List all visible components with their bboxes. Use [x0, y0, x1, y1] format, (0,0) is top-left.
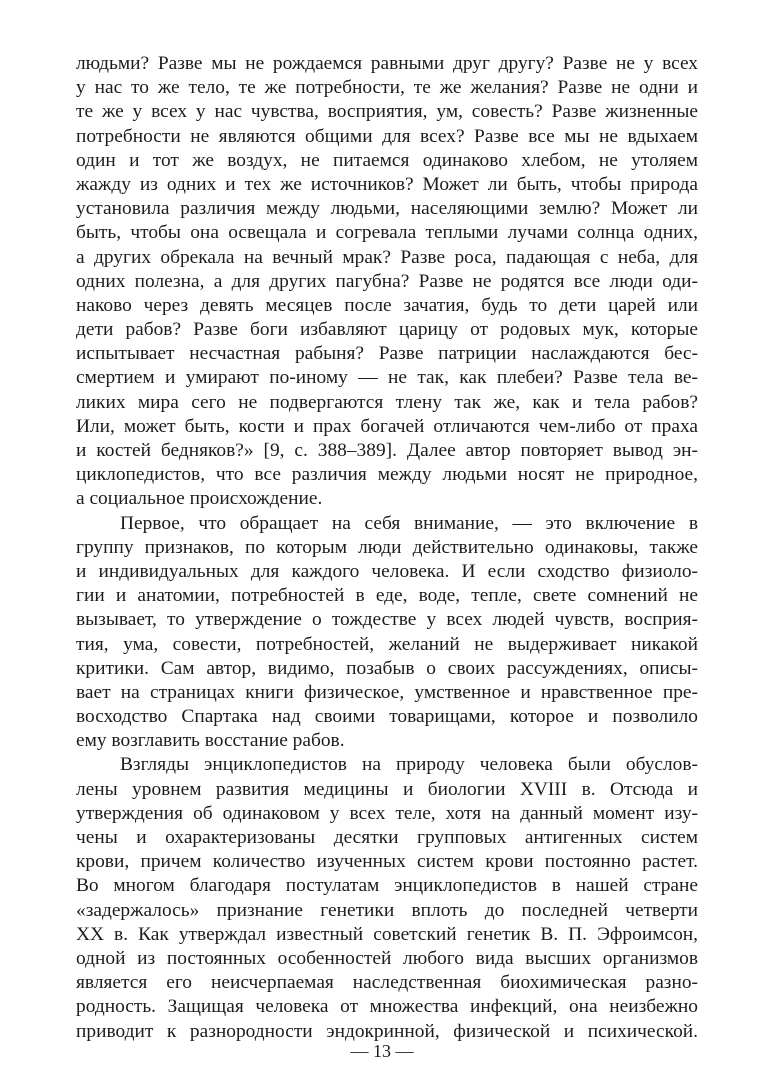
text-line: родность. Защищая человека от множества инфекций, она неизбежно	[76, 996, 698, 1018]
text-line: утверждения об одинаковом у всех теле, хотя на данный момент изу-	[76, 802, 698, 824]
text-line: дети рабов? Разве боги избавляют царицу от родовых мук, которые	[76, 319, 698, 341]
text-line: быть, чтобы она освещала и согревала теплыми лучами солнца одних,	[76, 222, 698, 244]
text-line: тия, ума, совести, потребностей, желаний не выдерживает никакой	[76, 633, 698, 655]
text-line: группу признаков, по которым люди действительно одинаковы, также	[76, 536, 698, 558]
text-line: людьми? Разве мы не рождаемся равными друг другу? Разве не у всех	[76, 53, 698, 74]
page-number: — 13 —	[350, 1041, 414, 1061]
body-text	[76, 52, 698, 1044]
text-line: те же у всех у нас чувства, восприятия, ум, совесть? Разве жизненные	[76, 101, 698, 123]
text-line: гии и анатомии, потребностей в еде, воде, тепле, свете сомнений не	[76, 585, 698, 607]
text-line: и костей бедняков?» [9, с. 388–389]. Далее автор повторяет вывод эн-	[76, 440, 698, 461]
text-line: Взгляды энциклопедистов на природу человека были обуслов-	[120, 754, 698, 776]
text-line: установила различия между людьми, населяющими землю? Может ли	[76, 198, 698, 220]
text-line: Во многом благодаря постулатам энциклопедистов в нашей стране	[76, 875, 698, 897]
text-line: одной из постоянных особенностей любого вида высших организмов	[76, 947, 698, 969]
text-line: циклопедистов, что все различия между людьми носят не природное,	[76, 464, 698, 486]
text-line: жажду из одних и тех же источников? Может ли быть, чтобы природа	[76, 173, 698, 195]
text-line: вызывает, то утверждение о тождестве у всех людей чувств, восприя-	[76, 609, 698, 631]
paragraph-2	[76, 512, 698, 754]
text-line: является его неисчерпаемая наследственная биохимическая разно-	[76, 972, 698, 994]
text-line: «задержалось» признание генетики вплоть до последней четверти	[76, 899, 698, 921]
text-line: вает на страницах книги физическое, умственное и нравственное пре-	[76, 681, 698, 703]
paragraph-3	[76, 753, 698, 1043]
text-line: а социальное происхождение.	[76, 488, 323, 510]
text-line: а других обрекала на вечный мрак? Разве роса, падающая с неба, для	[76, 246, 698, 268]
text-line: испытывает несчастная рабыня? Разве патриции наслаждаются бес-	[76, 343, 698, 365]
text-line: крови, причем количество изученных систем крови постоянно растет.	[76, 851, 698, 873]
text-line: одних полезна, а для других пагубна? Разве не родятся все люди оди-	[76, 270, 698, 292]
text-line: XX в. Как утверждал известный советский генетик В. П. Эфроимсон,	[76, 923, 698, 945]
text-line: наково через девять месяцев после зачатия, будь то дети царей или	[76, 294, 698, 316]
text-line: лены уровнем развития медицины и биологии XVIII в. Отсюда и	[76, 778, 698, 800]
text-line: Или, может быть, кости и прах богачей отличаются чем-либо от праха	[76, 415, 698, 437]
text-line: приводит к разнородности эндокринной, физической и психической.	[76, 1020, 698, 1042]
text-line: потребности не являются общими для всех? Разве все мы не вдыхаем	[76, 125, 698, 147]
text-line: один и тот же воздух, не питаемся одинаково хлебом, не утоляем	[76, 149, 698, 171]
text-line: ему возглавить восстание рабов.	[76, 730, 345, 752]
text-line: у нас то же тело, те же потребности, те же желания? Разве не одни и	[76, 77, 698, 99]
text-line: Первое, что обращает на себя внимание, — это включение в	[120, 512, 698, 534]
text-line: и индивидуальных для каждого человека. И если сходство физиоло-	[76, 560, 698, 582]
text-line: чены и охарактеризованы десятки групповых антигенных систем	[76, 827, 698, 848]
text-line: ликих мира сего не подвергаются тлену так же, как и тела рабов?	[76, 391, 698, 413]
paragraph-1	[76, 52, 698, 512]
text-line: восходство Спартака над своими товарищами, которое и позволило	[76, 706, 698, 728]
text-line: критики. Сам автор, видимо, позабыв о своих рассуждениях, описы-	[76, 657, 698, 679]
text-line: смертием и умирают по-иному — не так, как плебеи? Разве тела ве-	[76, 367, 698, 389]
